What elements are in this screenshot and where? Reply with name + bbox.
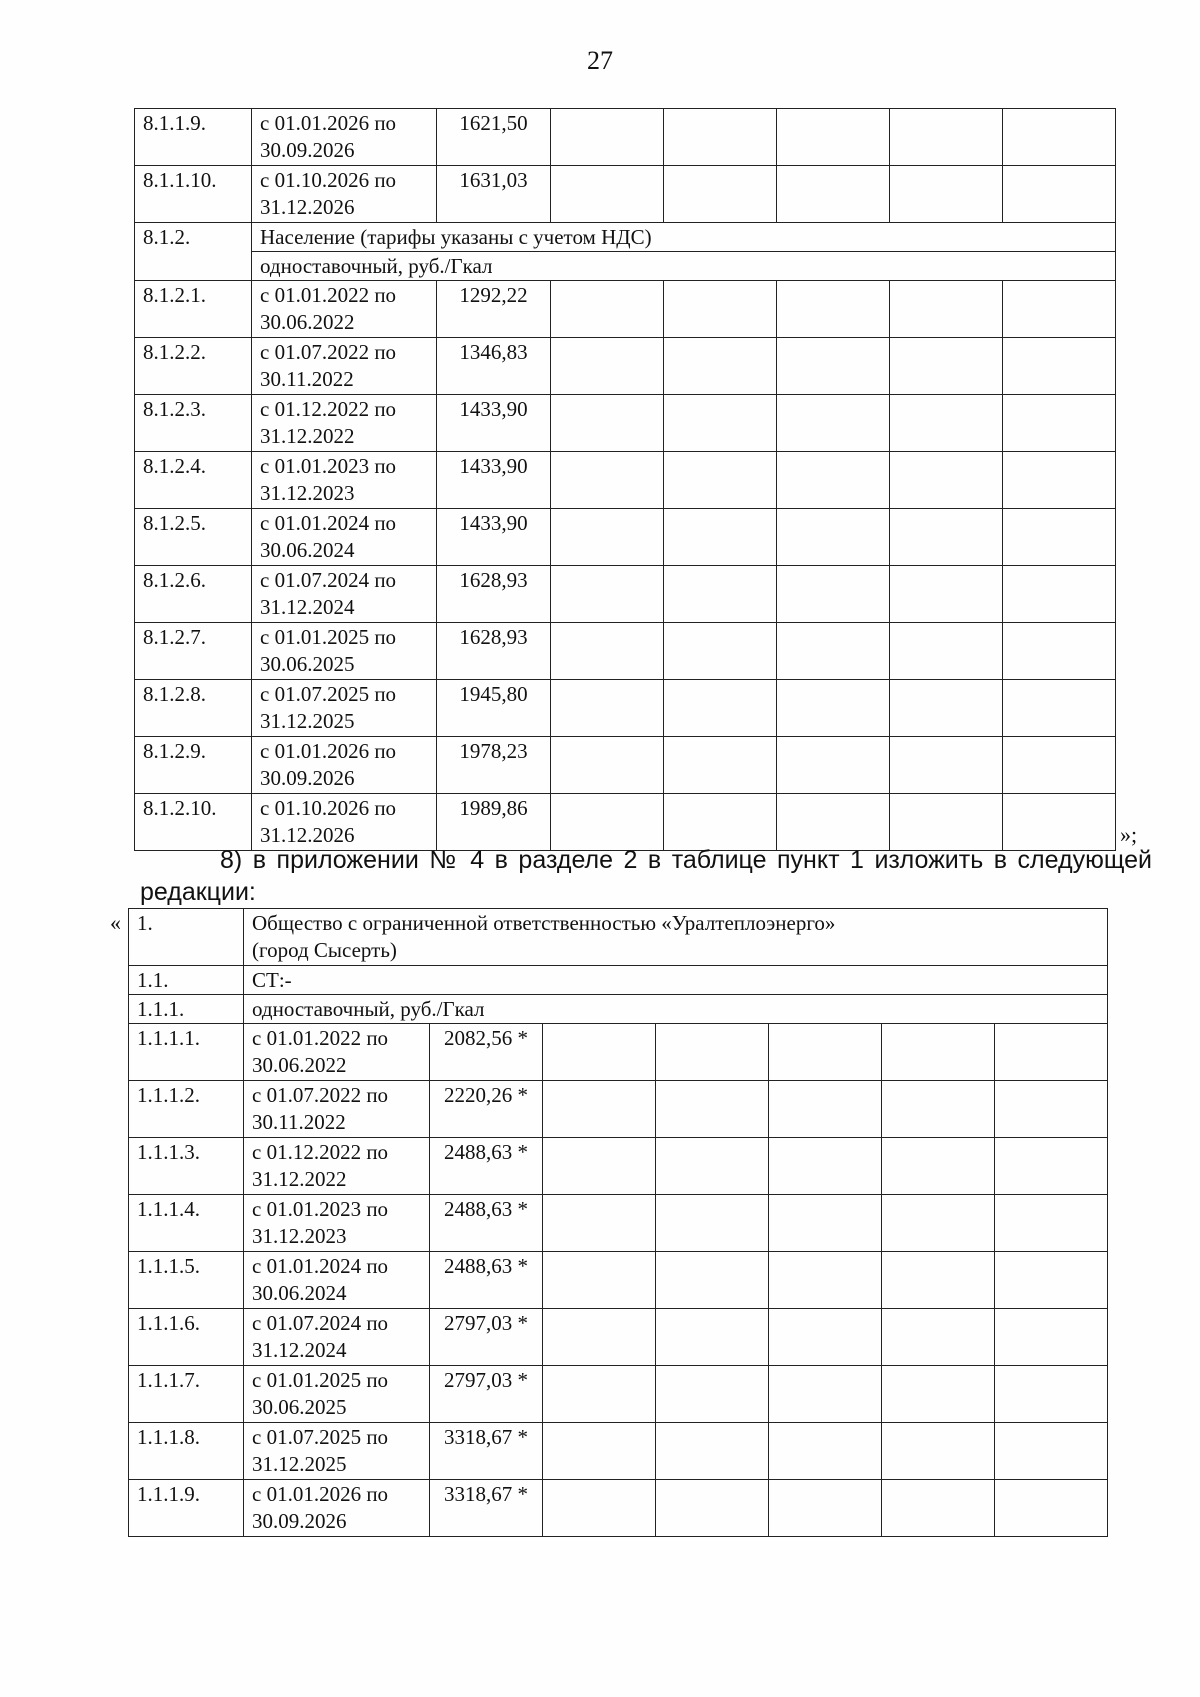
empty-cell [551,509,664,566]
section-number: 8.1.2. [135,223,252,281]
row-number: 8.1.2.1. [135,281,252,338]
tariff-value: 1433,90 [437,395,551,452]
period-line-2: 31.12.2025 [260,709,355,733]
row-number: 8.1.2.10. [135,794,252,851]
tariff-value: 1945,80 [437,680,551,737]
empty-cell [890,166,1003,223]
period-line-1: с 01.01.2026 по [252,1482,389,1506]
tariff-value: 1989,86 [437,794,551,851]
empty-cell [543,1423,656,1480]
period-line-2: 31.12.2022 [260,424,355,448]
period-cell [252,395,437,452]
empty-cell [995,1480,1108,1537]
period-line-2: 30.06.2024 [252,1281,347,1305]
paragraph-line-2: редакции: [140,878,256,906]
period-cell [252,623,437,680]
row-number: 1.1.1.5. [129,1252,244,1309]
empty-cell [769,1366,882,1423]
table-row [135,623,1116,680]
row-number: 1.1.1.6. [129,1309,244,1366]
row-number: 1.1.1.3. [129,1138,244,1195]
empty-cell [551,281,664,338]
amendment-paragraph [140,844,1152,908]
empty-cell [890,737,1003,794]
opening-quote: « [110,910,121,935]
period-line-1: с 01.10.2026 по [260,168,397,192]
empty-cell [664,794,777,851]
empty-cell [664,395,777,452]
tariff-value: 2797,03 * [430,1366,543,1423]
period-line-1: с 01.01.2024 по [252,1254,389,1278]
empty-cell [551,109,664,166]
period-line-1: с 01.01.2024 по [260,511,397,535]
table-row [135,166,1116,223]
empty-cell [543,1252,656,1309]
period-cell [244,1195,430,1252]
tariff-value: 1978,23 [437,737,551,794]
empty-cell [1003,452,1116,509]
empty-cell [882,1309,995,1366]
empty-cell [656,1309,769,1366]
empty-cell [656,1024,769,1081]
table-row [135,566,1116,623]
empty-cell [777,395,890,452]
tariff-value: 2488,63 * [430,1138,543,1195]
period-cell [244,1252,430,1309]
empty-cell [769,1081,882,1138]
empty-cell [995,1195,1108,1252]
tariff-value: 1631,03 [437,166,551,223]
period-line-2: 30.06.2022 [252,1053,347,1077]
tariff-value: 1621,50 [437,109,551,166]
empty-cell [769,1195,882,1252]
empty-cell [777,680,890,737]
period-line-2: 31.12.2024 [260,595,355,619]
empty-cell [1003,166,1116,223]
empty-cell [1003,680,1116,737]
empty-cell [890,281,1003,338]
period-cell [244,1309,430,1366]
period-line-1: с 01.01.2022 по [252,1026,389,1050]
empty-cell [777,566,890,623]
row-number: 1.1. [129,966,244,995]
period-cell [252,566,437,623]
table-row [129,1252,1108,1309]
period-line-2: 30.11.2022 [260,367,354,391]
empty-cell [995,1138,1108,1195]
period-line-2: 31.12.2026 [260,823,355,847]
empty-cell [1003,338,1116,395]
empty-cell [656,1138,769,1195]
tariff-value: 1346,83 [437,338,551,395]
empty-cell [995,1309,1108,1366]
empty-cell [777,794,890,851]
table-row [129,1195,1108,1252]
table-row [135,395,1116,452]
tariff-value: 1292,22 [437,281,551,338]
empty-cell [882,1081,995,1138]
empty-cell [769,1423,882,1480]
empty-cell [769,1252,882,1309]
table-row [135,281,1116,338]
empty-cell [1003,737,1116,794]
tariff-value: 1433,90 [437,509,551,566]
row-number: 1.1.1.9. [129,1480,244,1537]
empty-cell [543,1195,656,1252]
empty-cell [664,680,777,737]
empty-cell [890,509,1003,566]
empty-cell [543,1309,656,1366]
tariff-value: 2797,03 * [430,1309,543,1366]
period-line-2: 30.09.2026 [260,766,355,790]
empty-cell [890,680,1003,737]
empty-cell [1003,566,1116,623]
period-line-1: с 01.07.2022 по [260,340,397,364]
period-line-1: с 01.01.2026 по [260,739,397,763]
period-line-1: с 01.01.2023 по [252,1197,389,1221]
empty-cell [1003,395,1116,452]
empty-cell [890,794,1003,851]
row-number: 8.1.1.9. [135,109,252,166]
empty-cell [882,1138,995,1195]
empty-cell [543,1366,656,1423]
empty-cell [656,1252,769,1309]
tariff-table-bottom [128,908,1108,1537]
period-line-2: 31.12.2024 [252,1338,347,1362]
empty-cell [664,566,777,623]
empty-cell [551,680,664,737]
period-line-1: с 01.07.2024 по [252,1311,389,1335]
empty-cell [995,1252,1108,1309]
table-row [129,1423,1108,1480]
section-subtitle: одноставочный, руб./Гкал [252,252,1116,281]
period-line-1: с 01.07.2024 по [260,568,397,592]
empty-cell [1003,109,1116,166]
table-row [135,452,1116,509]
row-text: СТ:- [244,966,1108,995]
period-cell [244,1081,430,1138]
empty-cell [664,737,777,794]
empty-cell [777,737,890,794]
empty-cell [882,1195,995,1252]
empty-cell [664,452,777,509]
period-cell [252,737,437,794]
period-line-2: 30.09.2026 [260,138,355,162]
empty-cell [777,281,890,338]
tariff-value: 2488,63 * [430,1252,543,1309]
org-name [244,909,1108,966]
row-number: 8.1.2.3. [135,395,252,452]
tariff-value: 2488,63 * [430,1195,543,1252]
table-row [135,509,1116,566]
period-cell [252,166,437,223]
period-line-1: с 01.12.2022 по [260,397,397,421]
empty-cell [882,1252,995,1309]
empty-cell [543,1024,656,1081]
empty-cell [995,1423,1108,1480]
period-cell [252,509,437,566]
empty-cell [995,1024,1108,1081]
period-line-2: 31.12.2026 [260,195,355,219]
period-cell [252,281,437,338]
row-text: одноставочный, руб./Гкал [244,995,1108,1024]
empty-cell [656,1195,769,1252]
empty-cell [890,566,1003,623]
period-cell [244,1423,430,1480]
period-line-1: с 01.12.2022 по [252,1140,389,1164]
section-title: Население (тарифы указаны с учетом НДС) [252,223,1116,252]
period-line-2: 31.12.2023 [252,1224,347,1248]
empty-cell [890,452,1003,509]
table-row [135,338,1116,395]
empty-cell [664,166,777,223]
period-cell [252,452,437,509]
empty-cell [543,1138,656,1195]
row-number: 1.1.1.1. [129,1024,244,1081]
period-cell [244,1480,430,1537]
empty-cell [656,1423,769,1480]
empty-cell [1003,509,1116,566]
empty-cell [882,1423,995,1480]
empty-cell [777,166,890,223]
period-cell [244,1138,430,1195]
empty-cell [890,623,1003,680]
empty-cell [769,1024,882,1081]
empty-cell [656,1366,769,1423]
table-row [129,1024,1108,1081]
empty-cell [769,1480,882,1537]
table-row [129,1081,1108,1138]
empty-cell [551,623,664,680]
empty-cell [551,794,664,851]
row-number: 8.1.1.10. [135,166,252,223]
row-number: 8.1.2.5. [135,509,252,566]
tariff-value: 1628,93 [437,566,551,623]
row-number: 1.1.1.8. [129,1423,244,1480]
period-line-2: 30.06.2022 [260,310,355,334]
empty-cell [551,566,664,623]
empty-cell [777,509,890,566]
empty-cell [882,1024,995,1081]
period-line-2: 30.11.2022 [252,1110,346,1134]
empty-cell [890,109,1003,166]
period-line-2: 31.12.2022 [252,1167,347,1191]
empty-cell [551,166,664,223]
empty-cell [1003,281,1116,338]
period-cell [244,1366,430,1423]
period-line-1: с 01.01.2022 по [260,283,397,307]
empty-cell [543,1081,656,1138]
table-row [129,1138,1108,1195]
empty-cell [551,395,664,452]
org-number: 1. [129,909,244,966]
table-row [129,1480,1108,1537]
period-line-1: с 01.01.2025 по [252,1368,389,1392]
empty-cell [1003,794,1116,851]
empty-cell [882,1480,995,1537]
period-cell [252,794,437,851]
empty-cell [664,338,777,395]
period-cell [244,1024,430,1081]
empty-cell [551,737,664,794]
period-line-2: 31.12.2023 [260,481,355,505]
tariff-table-top [134,108,1116,851]
empty-cell [664,109,777,166]
empty-cell [995,1366,1108,1423]
empty-cell [777,623,890,680]
empty-cell [882,1366,995,1423]
empty-cell [769,1138,882,1195]
org-name-line-1: Общество с ограниченной ответственностью «Уралтеплоэнерго» [252,911,836,935]
empty-cell [890,338,1003,395]
paragraph-line-1: 8) в приложении № 4 в разделе 2 в таблице пункт 1 изложить в следующей [220,846,1152,874]
period-cell [252,338,437,395]
table-row [129,1366,1108,1423]
empty-cell [777,452,890,509]
period-line-2: 31.12.2025 [252,1452,347,1476]
row-number: 8.1.2.6. [135,566,252,623]
period-line-1: с 01.07.2025 по [260,682,397,706]
empty-cell [551,452,664,509]
period-line-1: с 01.07.2025 по [252,1425,389,1449]
tariff-value: 1628,93 [437,623,551,680]
table-row [135,680,1116,737]
row-number: 8.1.2.8. [135,680,252,737]
row-number: 1.1.1.4. [129,1195,244,1252]
row-number: 8.1.2.2. [135,338,252,395]
row-number: 1.1.1.2. [129,1081,244,1138]
period-line-1: с 01.01.2026 по [260,111,397,135]
empty-cell [656,1081,769,1138]
period-line-2: 30.06.2024 [260,538,355,562]
period-line-1: с 01.07.2022 по [252,1083,389,1107]
page-number: 27 [587,46,613,75]
empty-cell [543,1480,656,1537]
row-number: 8.1.2.7. [135,623,252,680]
empty-cell [664,623,777,680]
period-line-2: 30.06.2025 [260,652,355,676]
empty-cell [777,109,890,166]
table-row [135,109,1116,166]
tariff-value: 3318,67 * [430,1480,543,1537]
table-row [135,737,1116,794]
empty-cell [1003,623,1116,680]
empty-cell [551,338,664,395]
empty-cell [769,1309,882,1366]
org-name-line-2: (город Сысерть) [252,938,397,962]
row-number: 1.1.1.7. [129,1366,244,1423]
empty-cell [664,281,777,338]
empty-cell [995,1081,1108,1138]
period-cell [252,109,437,166]
row-number: 8.1.2.9. [135,737,252,794]
period-line-1: с 01.10.2026 по [260,796,397,820]
closing-quote: »; [1120,822,1138,847]
tariff-value: 2082,56 * [430,1024,543,1081]
empty-cell [890,395,1003,452]
row-number: 8.1.2.4. [135,452,252,509]
tariff-value: 1433,90 [437,452,551,509]
empty-cell [656,1480,769,1537]
period-line-1: с 01.01.2023 по [260,454,397,478]
table-row [135,794,1116,851]
period-line-2: 30.06.2025 [252,1395,347,1419]
period-line-2: 30.09.2026 [252,1509,347,1533]
empty-cell [777,338,890,395]
empty-cell [664,509,777,566]
tariff-value: 2220,26 * [430,1081,543,1138]
table-row [129,1309,1108,1366]
row-number: 1.1.1. [129,995,244,1024]
period-cell [252,680,437,737]
period-line-1: с 01.01.2025 по [260,625,397,649]
tariff-value: 3318,67 * [430,1423,543,1480]
